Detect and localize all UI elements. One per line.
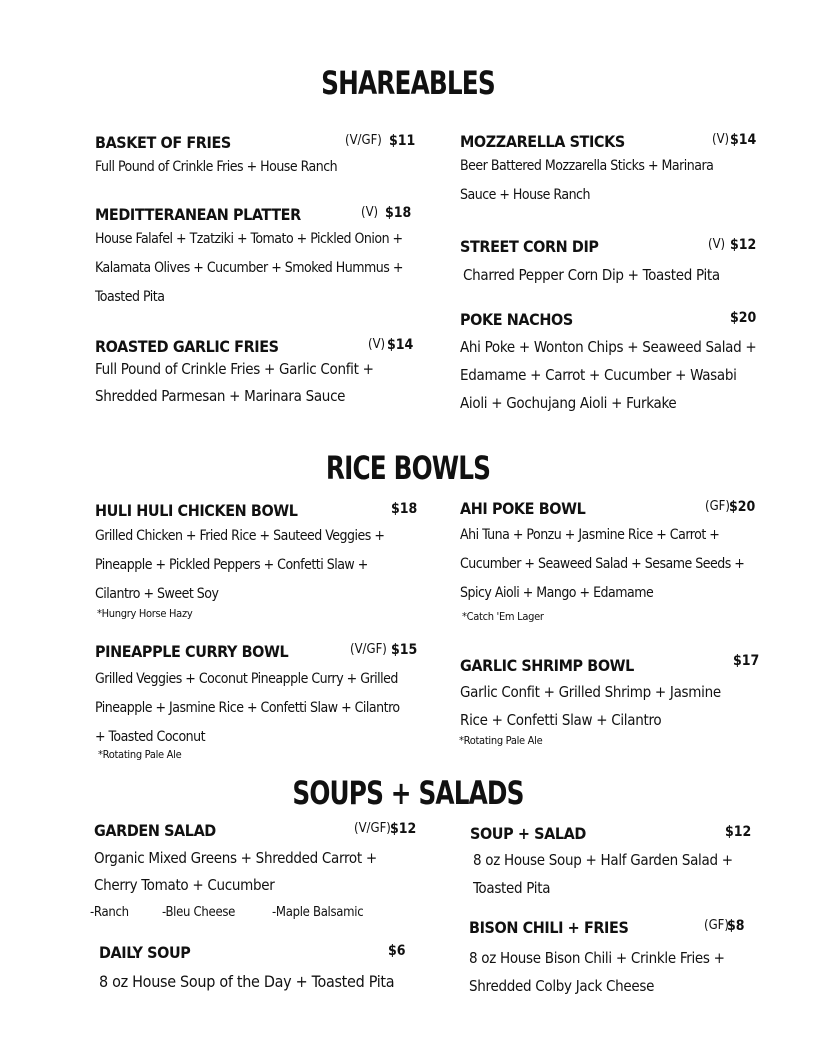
item-description: Toasted Pita xyxy=(473,879,551,897)
item-description: Shredded Colby Jack Cheese xyxy=(469,977,655,995)
item-price: $18 xyxy=(385,205,412,221)
beer-pairing: *Catch 'Em Lager xyxy=(462,610,544,623)
item-description: Charred Pepper Corn Dip + Toasted Pita xyxy=(463,266,720,284)
item-description: Rice + Confetti Slaw + Cilantro xyxy=(460,711,662,729)
item-price: $20 xyxy=(729,499,756,515)
item-tag: (V) xyxy=(361,205,379,220)
item-name: HULI HULI CHICKEN BOWL xyxy=(95,501,298,520)
item-name: GARDEN SALAD xyxy=(94,821,216,840)
item-description: Aioli + Gochujang Aioli + Furkake xyxy=(460,394,677,412)
item-description: Grilled Veggies + Coconut Pineapple Curry + Grilled xyxy=(95,671,398,687)
item-price: $14 xyxy=(730,132,757,148)
section-title-shareables: SHAREABLES xyxy=(321,64,495,102)
item-description: Full Pound of Crinkle Fries + House Ranch xyxy=(95,159,338,175)
item-description: Kalamata Olives + Cucumber + Smoked Hummus + xyxy=(95,260,403,276)
item-tag: (V/GF) xyxy=(350,642,387,657)
item-name: MOZZARELLA STICKS xyxy=(460,132,625,151)
item-description: Edamame + Carrot + Cucumber + Wasabi xyxy=(460,366,737,384)
item-description: Full Pound of Crinkle Fries + Garlic Confit + xyxy=(95,360,374,378)
item-description: Toasted Pita xyxy=(95,289,165,305)
item-tag: (GF) xyxy=(704,918,729,933)
item-description: 8 oz House Bison Chili + Crinkle Fries + xyxy=(469,949,725,967)
item-price: $6 xyxy=(388,943,406,959)
item-description: Ahi Tuna + Ponzu + Jasmine Rice + Carrot + xyxy=(460,527,720,543)
item-price: $15 xyxy=(391,642,418,658)
dressing-option-maple-balsamic: -Maple Balsamic xyxy=(272,905,364,920)
item-tag: (V) xyxy=(712,132,730,147)
item-name: POKE NACHOS xyxy=(460,310,573,329)
item-price: $17 xyxy=(733,653,760,669)
item-name: STREET CORN DIP xyxy=(460,237,599,256)
item-description: Spicy Aioli + Mango + Edamame xyxy=(460,585,654,601)
item-description: Cherry Tomato + Cucumber xyxy=(94,876,275,894)
item-description: Pineapple + Pickled Peppers + Confetti Slaw + xyxy=(95,557,368,573)
item-price: $8 xyxy=(727,918,745,934)
dressing-option-bleu-cheese: -Bleu Cheese xyxy=(162,905,236,920)
item-description: Ahi Poke + Wonton Chips + Seaweed Salad + xyxy=(460,338,757,356)
item-price: $14 xyxy=(387,337,414,353)
item-description: Cilantro + Sweet Soy xyxy=(95,586,219,602)
item-price: $12 xyxy=(390,821,417,837)
item-description: Sauce + House Ranch xyxy=(460,187,590,203)
item-price: $18 xyxy=(391,501,418,517)
item-description: 8 oz House Soup + Half Garden Salad + xyxy=(473,851,733,869)
item-description: 8 oz House Soup of the Day + Toasted Pita xyxy=(99,972,395,991)
item-name: MEDITTERANEAN PLATTER xyxy=(95,205,301,224)
item-tag: (V/GF) xyxy=(345,133,382,148)
beer-pairing: *Rotating Pale Ale xyxy=(459,734,543,747)
item-description: + Toasted Coconut xyxy=(95,729,206,745)
item-tag: (V) xyxy=(708,237,726,252)
item-description: Garlic Confit + Grilled Shrimp + Jasmine xyxy=(460,683,721,701)
item-name: ROASTED GARLIC FRIES xyxy=(95,337,279,356)
beer-pairing: *Hungry Horse Hazy xyxy=(97,607,193,620)
item-description: Shredded Parmesan + Marinara Sauce xyxy=(95,387,346,405)
item-name: SOUP + SALAD xyxy=(470,824,586,843)
item-description: House Falafel + Tzatziki + Tomato + Pickled Onion + xyxy=(95,231,403,247)
item-description: Pineapple + Jasmine Rice + Confetti Slaw + Cilantro xyxy=(95,700,400,716)
item-name: PINEAPPLE CURRY BOWL xyxy=(95,642,289,661)
item-name: BASKET OF FRIES xyxy=(95,133,231,152)
item-price: $12 xyxy=(725,824,752,840)
dressing-option-ranch: -Ranch xyxy=(90,905,129,920)
item-tag: (V/GF) xyxy=(354,821,391,836)
item-price: $20 xyxy=(730,310,757,326)
item-price: $12 xyxy=(730,237,757,253)
item-name: BISON CHILI + FRIES xyxy=(469,918,629,937)
item-tag: (GF) xyxy=(705,499,730,514)
section-title-rice-bowls: RICE BOWLS xyxy=(325,449,491,487)
item-price: $11 xyxy=(389,133,416,149)
item-name: AHI POKE BOWL xyxy=(460,499,586,518)
section-title-soups-salads: SOUPS + SALADS xyxy=(292,774,524,812)
item-name: GARLIC SHRIMP BOWL xyxy=(460,656,634,675)
item-name: DAILY SOUP xyxy=(99,943,191,962)
item-description: Grilled Chicken + Fried Rice + Sauteed Veggies + xyxy=(95,528,385,544)
item-description: Beer Battered Mozzarella Sticks + Marinara xyxy=(460,158,714,174)
item-tag: (V) xyxy=(368,337,386,352)
item-description: Cucumber + Seaweed Salad + Sesame Seeds + xyxy=(460,556,745,572)
beer-pairing: *Rotating Pale Ale xyxy=(98,748,182,761)
item-description: Organic Mixed Greens + Shredded Carrot + xyxy=(94,849,377,867)
